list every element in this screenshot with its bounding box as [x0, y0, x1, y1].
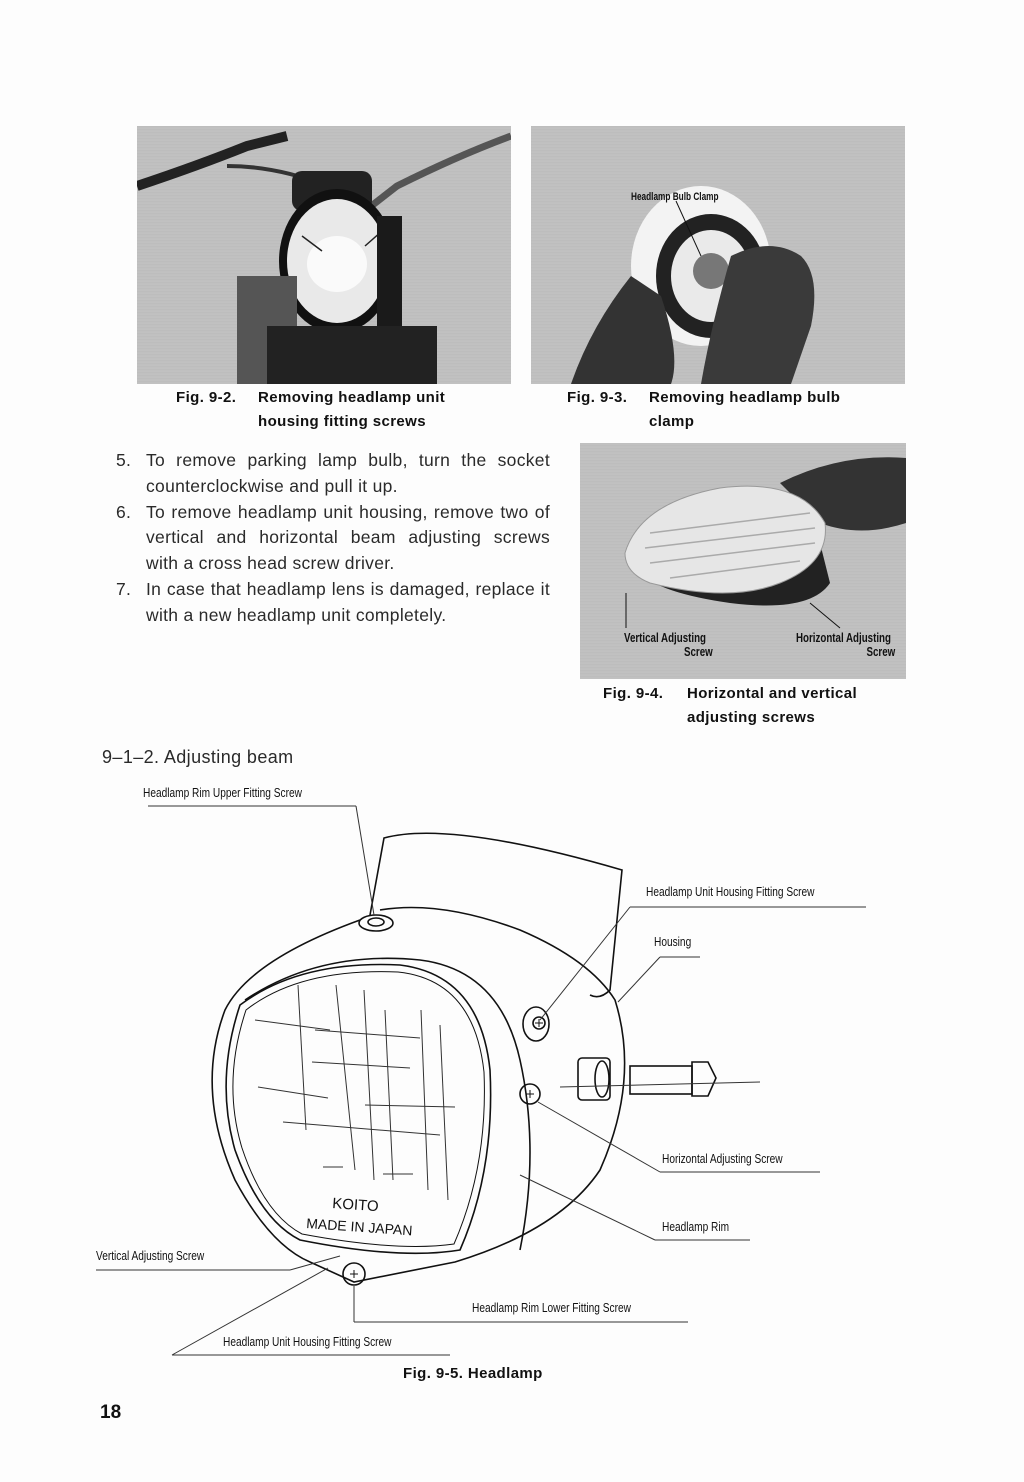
fig-9-4-caption-line1: Horizontal and vertical	[687, 685, 858, 702]
adjusting-bolt	[630, 1066, 692, 1094]
fig-9-3-caption-line2: clamp	[649, 413, 695, 430]
callout-horizontal-adjusting-screw: Horizontal Adjusting Screw	[662, 1151, 783, 1166]
label-line: Screw	[684, 644, 713, 659]
step-text: To remove parking lamp bulb, turn the socket counterclockwise and pull it up.	[146, 450, 550, 496]
label-line: Screw	[866, 644, 896, 659]
lens-text-made-in-japan: MADE IN JAPAN	[305, 1215, 413, 1239]
label-line: Vertical Adjusting	[624, 630, 706, 645]
callout-rim-lower-fitting-screw: Headlamp Rim Lower Fitting Screw	[472, 1300, 631, 1315]
callout-unit-housing-fitting-screw-bottom: Headlamp Unit Housing Fitting Screw	[223, 1334, 392, 1349]
step-number: 6.	[116, 501, 132, 522]
step-text: To remove headlamp unit housing, remove two of vertical and horizontal beam adjusting screws with a cross head screw driver.	[146, 501, 550, 574]
fig-9-3-caption-line1: Removing headlamp bulb	[649, 389, 841, 406]
section-heading: 9–1–2. Adjusting beam	[102, 747, 294, 767]
step-number: 5.	[116, 450, 132, 470]
callout-unit-housing-fitting-screw-top: Headlamp Unit Housing Fitting Screw	[646, 884, 815, 899]
fig-9-5-caption: Fig. 9-5. Headlamp	[403, 1365, 543, 1382]
headlamp-housing	[212, 908, 624, 1283]
lens-text-koito: KOITO	[331, 1195, 380, 1216]
callout-housing: Housing	[654, 934, 692, 949]
fig-9-2-number: Fig. 9-2.	[176, 389, 237, 406]
callout-headlamp-rim: Headlamp Rim	[662, 1219, 730, 1234]
label-line: Horizontal Adjusting	[796, 630, 891, 645]
page-number: 18	[100, 1402, 122, 1423]
callout-rim-upper-fitting-screw: Headlamp Rim Upper Fitting Screw	[143, 785, 302, 800]
headlamp-bulb-clamp-label: Headlamp Bulb Clamp	[631, 191, 719, 203]
fig-9-3-number: Fig. 9-3.	[567, 389, 628, 406]
callout-vertical-adjusting-screw: Vertical Adjusting Screw	[96, 1248, 205, 1263]
mounting-bracket	[370, 833, 622, 996]
step-text: In case that headlamp lens is damaged, replace it with a new headlamp unit completely.	[146, 578, 550, 625]
fig-9-4-number: Fig. 9-4.	[603, 685, 664, 702]
fig-9-4-caption-line2: adjusting screws	[687, 709, 816, 726]
fig-9-2-caption-line1: Removing headlamp unit	[258, 389, 446, 406]
fig-9-2-caption-line2: housing fitting screws	[258, 413, 426, 430]
step-number: 7.	[116, 578, 132, 599]
